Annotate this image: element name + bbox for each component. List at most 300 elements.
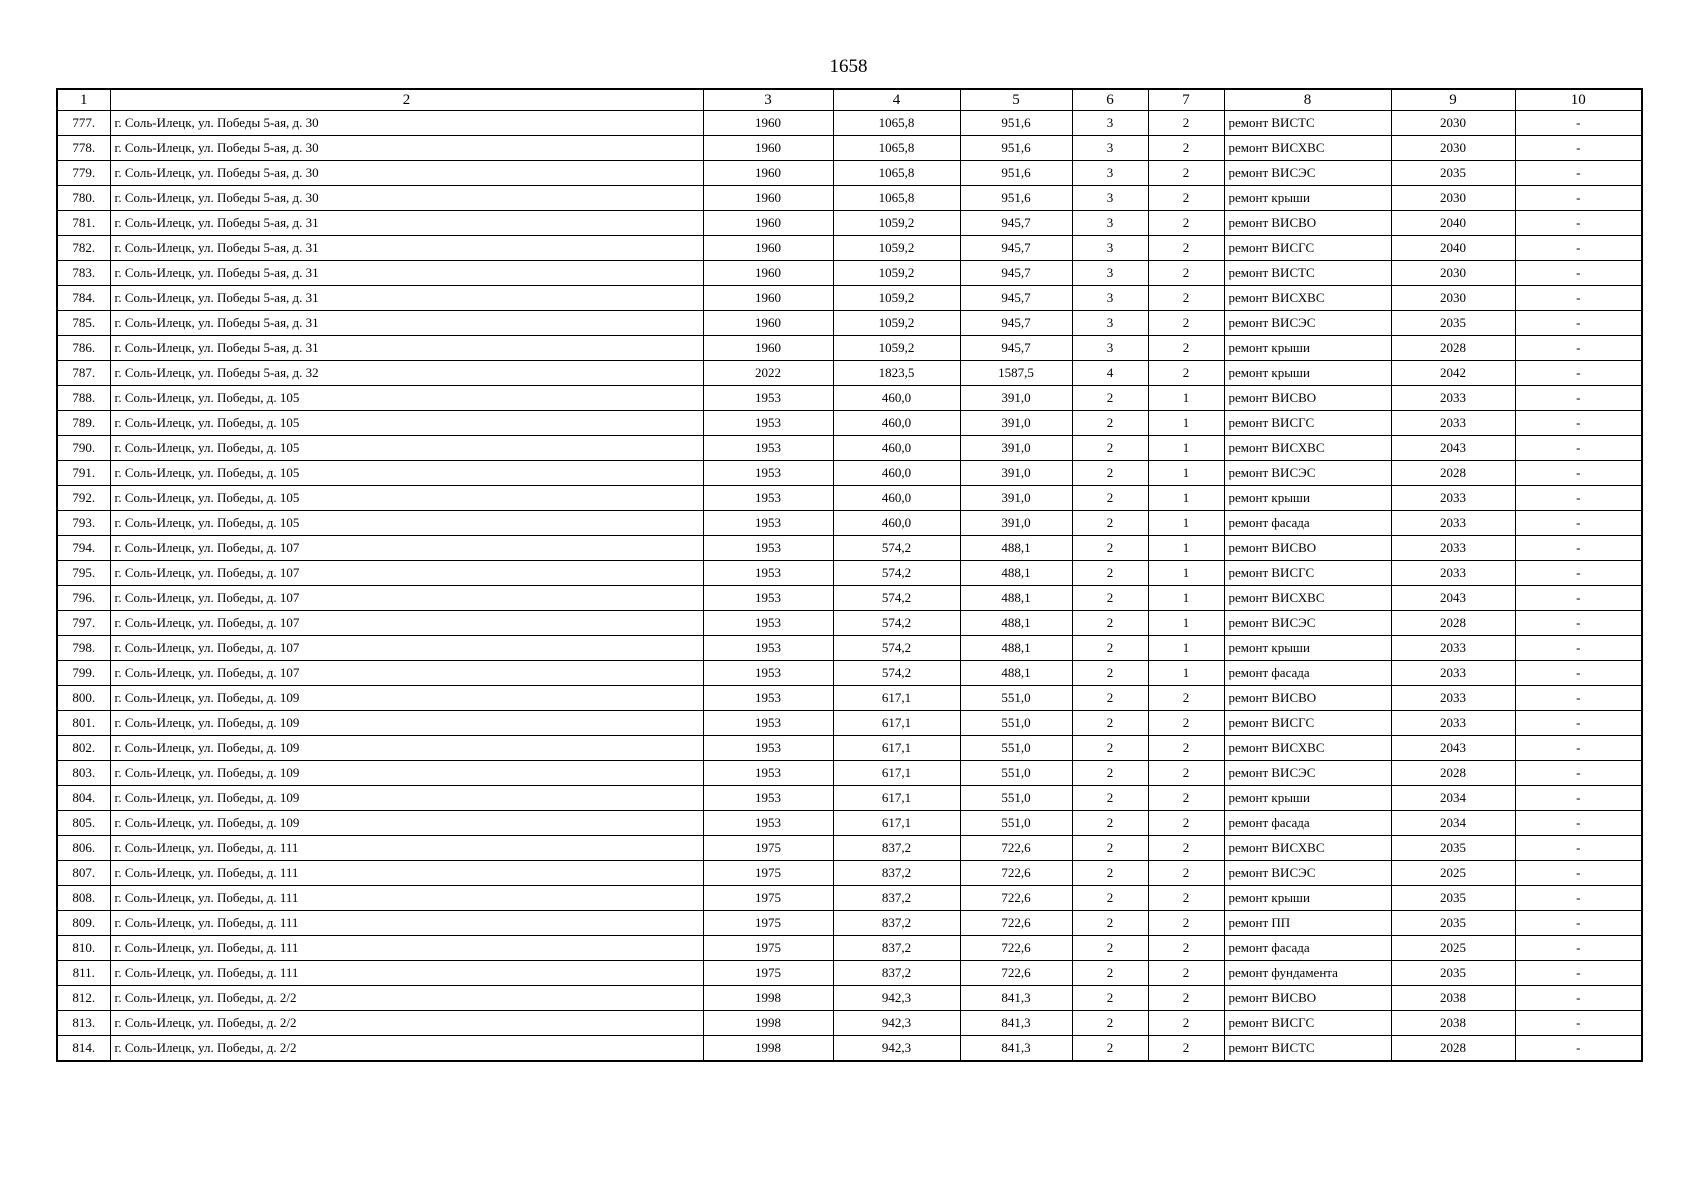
entrances-cell: 2 <box>1148 736 1224 761</box>
entrances-cell: 1 <box>1148 486 1224 511</box>
entrances-cell: 1 <box>1148 561 1224 586</box>
work-type-cell: ремонт ВИСЭС <box>1224 311 1391 336</box>
floors-cell: 2 <box>1072 811 1148 836</box>
table-row <box>57 1036 1642 1062</box>
note-cell: - <box>1515 461 1642 486</box>
table-row <box>57 886 1642 911</box>
total-area-cell: 837,2 <box>833 861 960 886</box>
work-type-cell: ремонт ВИСГС <box>1224 711 1391 736</box>
planned-year-cell: 2034 <box>1391 786 1515 811</box>
row-number-cell: 807. <box>57 861 110 886</box>
total-area-cell: 617,1 <box>833 736 960 761</box>
row-number-cell: 810. <box>57 936 110 961</box>
address-cell: г. Соль-Илецк, ул. Победы 5-ая, д. 30 <box>110 186 703 211</box>
year-cell: 1953 <box>703 461 833 486</box>
address-cell: г. Соль-Илецк, ул. Победы, д. 2/2 <box>110 1036 703 1062</box>
address-cell: г. Соль-Илецк, ул. Победы, д. 107 <box>110 636 703 661</box>
note-cell: - <box>1515 736 1642 761</box>
row-number-cell: 813. <box>57 1011 110 1036</box>
table-row <box>57 161 1642 186</box>
entrances-cell: 2 <box>1148 686 1224 711</box>
note-cell: - <box>1515 836 1642 861</box>
floors-cell: 2 <box>1072 486 1148 511</box>
entrances-cell: 2 <box>1148 911 1224 936</box>
planned-year-cell: 2033 <box>1391 686 1515 711</box>
year-cell: 1953 <box>703 536 833 561</box>
floors-cell: 2 <box>1072 561 1148 586</box>
year-cell: 1960 <box>703 286 833 311</box>
living-area-cell: 488,1 <box>960 611 1072 636</box>
table-row <box>57 761 1642 786</box>
living-area-cell: 551,0 <box>960 711 1072 736</box>
living-area-cell: 951,6 <box>960 111 1072 136</box>
work-type-cell: ремонт фасада <box>1224 661 1391 686</box>
total-area-cell: 837,2 <box>833 961 960 986</box>
floors-cell: 3 <box>1072 336 1148 361</box>
floors-cell: 3 <box>1072 286 1148 311</box>
entrances-cell: 2 <box>1148 236 1224 261</box>
floors-cell: 3 <box>1072 161 1148 186</box>
table-row <box>57 361 1642 386</box>
work-type-cell: ремонт ВИСВО <box>1224 686 1391 711</box>
floors-cell: 2 <box>1072 861 1148 886</box>
year-cell: 1953 <box>703 811 833 836</box>
address-cell: г. Соль-Илецк, ул. Победы 5-ая, д. 31 <box>110 286 703 311</box>
floors-cell: 2 <box>1072 786 1148 811</box>
work-type-cell: ремонт ВИСГС <box>1224 1011 1391 1036</box>
floors-cell: 3 <box>1072 111 1148 136</box>
address-cell: г. Соль-Илецк, ул. Победы, д. 105 <box>110 486 703 511</box>
living-area-cell: 488,1 <box>960 661 1072 686</box>
year-cell: 1960 <box>703 236 833 261</box>
planned-year-cell: 2040 <box>1391 211 1515 236</box>
year-cell: 1975 <box>703 911 833 936</box>
planned-year-cell: 2030 <box>1391 186 1515 211</box>
address-cell: г. Соль-Илецк, ул. Победы, д. 2/2 <box>110 1011 703 1036</box>
total-area-cell: 837,2 <box>833 886 960 911</box>
entrances-cell: 1 <box>1148 386 1224 411</box>
row-number-cell: 808. <box>57 886 110 911</box>
work-type-cell: ремонт ВИСГС <box>1224 236 1391 261</box>
total-area-cell: 460,0 <box>833 511 960 536</box>
total-area-cell: 1065,8 <box>833 161 960 186</box>
address-cell: г. Соль-Илецк, ул. Победы, д. 111 <box>110 961 703 986</box>
planned-year-cell: 2030 <box>1391 286 1515 311</box>
year-cell: 1953 <box>703 411 833 436</box>
table-row <box>57 736 1642 761</box>
living-area-cell: 391,0 <box>960 386 1072 411</box>
column-header-10: 10 <box>1515 89 1642 111</box>
entrances-cell: 2 <box>1148 111 1224 136</box>
year-cell: 1953 <box>703 761 833 786</box>
work-type-cell: ремонт ПП <box>1224 911 1391 936</box>
living-area-cell: 488,1 <box>960 586 1072 611</box>
floors-cell: 3 <box>1072 236 1148 261</box>
entrances-cell: 1 <box>1148 436 1224 461</box>
floors-cell: 2 <box>1072 961 1148 986</box>
note-cell: - <box>1515 136 1642 161</box>
entrances-cell: 1 <box>1148 536 1224 561</box>
living-area-cell: 391,0 <box>960 436 1072 461</box>
total-area-cell: 574,2 <box>833 561 960 586</box>
register-table <box>56 88 1643 1062</box>
floors-cell: 3 <box>1072 261 1148 286</box>
note-cell: - <box>1515 186 1642 211</box>
address-cell: г. Соль-Илецк, ул. Победы, д. 107 <box>110 536 703 561</box>
planned-year-cell: 2043 <box>1391 736 1515 761</box>
table-row <box>57 1011 1642 1036</box>
table-row <box>57 111 1642 136</box>
planned-year-cell: 2035 <box>1391 911 1515 936</box>
year-cell: 1960 <box>703 336 833 361</box>
total-area-cell: 1823,5 <box>833 361 960 386</box>
note-cell: - <box>1515 261 1642 286</box>
table-row <box>57 236 1642 261</box>
planned-year-cell: 2034 <box>1391 811 1515 836</box>
living-area-cell: 945,7 <box>960 261 1072 286</box>
table-row <box>57 261 1642 286</box>
entrances-cell: 1 <box>1148 411 1224 436</box>
entrances-cell: 2 <box>1148 861 1224 886</box>
address-cell: г. Соль-Илецк, ул. Победы, д. 111 <box>110 936 703 961</box>
entrances-cell: 2 <box>1148 986 1224 1011</box>
table-row <box>57 561 1642 586</box>
planned-year-cell: 2033 <box>1391 511 1515 536</box>
work-type-cell: ремонт ВИСВО <box>1224 386 1391 411</box>
living-area-cell: 945,7 <box>960 236 1072 261</box>
note-cell: - <box>1515 511 1642 536</box>
entrances-cell: 2 <box>1148 886 1224 911</box>
table-body <box>57 111 1642 1062</box>
year-cell: 1998 <box>703 1036 833 1062</box>
floors-cell: 2 <box>1072 511 1148 536</box>
note-cell: - <box>1515 761 1642 786</box>
year-cell: 1953 <box>703 711 833 736</box>
address-cell: г. Соль-Илецк, ул. Победы, д. 111 <box>110 861 703 886</box>
floors-cell: 2 <box>1072 661 1148 686</box>
living-area-cell: 945,7 <box>960 286 1072 311</box>
entrances-cell: 2 <box>1148 211 1224 236</box>
living-area-cell: 551,0 <box>960 786 1072 811</box>
address-cell: г. Соль-Илецк, ул. Победы, д. 105 <box>110 386 703 411</box>
address-cell: г. Соль-Илецк, ул. Победы, д. 105 <box>110 436 703 461</box>
living-area-cell: 841,3 <box>960 1036 1072 1062</box>
address-cell: г. Соль-Илецк, ул. Победы, д. 105 <box>110 411 703 436</box>
planned-year-cell: 2030 <box>1391 111 1515 136</box>
planned-year-cell: 2030 <box>1391 136 1515 161</box>
year-cell: 1953 <box>703 786 833 811</box>
entrances-cell: 1 <box>1148 461 1224 486</box>
entrances-cell: 1 <box>1148 636 1224 661</box>
work-type-cell: ремонт крыши <box>1224 886 1391 911</box>
entrances-cell: 1 <box>1148 586 1224 611</box>
total-area-cell: 837,2 <box>833 836 960 861</box>
row-number-cell: 784. <box>57 286 110 311</box>
note-cell: - <box>1515 311 1642 336</box>
total-area-cell: 460,0 <box>833 386 960 411</box>
year-cell: 1960 <box>703 161 833 186</box>
floors-cell: 2 <box>1072 686 1148 711</box>
planned-year-cell: 2035 <box>1391 311 1515 336</box>
row-number-cell: 787. <box>57 361 110 386</box>
column-header-5: 5 <box>960 89 1072 111</box>
living-area-cell: 391,0 <box>960 511 1072 536</box>
address-cell: г. Соль-Илецк, ул. Победы 5-ая, д. 31 <box>110 311 703 336</box>
planned-year-cell: 2038 <box>1391 1011 1515 1036</box>
table-row <box>57 836 1642 861</box>
work-type-cell: ремонт фундамента <box>1224 961 1391 986</box>
living-area-cell: 1587,5 <box>960 361 1072 386</box>
total-area-cell: 460,0 <box>833 411 960 436</box>
work-type-cell: ремонт ВИСЭС <box>1224 861 1391 886</box>
year-cell: 2022 <box>703 361 833 386</box>
table-row <box>57 586 1642 611</box>
entrances-cell: 2 <box>1148 161 1224 186</box>
table-row <box>57 511 1642 536</box>
entrances-cell: 1 <box>1148 511 1224 536</box>
address-cell: г. Соль-Илецк, ул. Победы, д. 109 <box>110 736 703 761</box>
entrances-cell: 2 <box>1148 1036 1224 1062</box>
planned-year-cell: 2033 <box>1391 486 1515 511</box>
living-area-cell: 951,6 <box>960 161 1072 186</box>
floors-cell: 2 <box>1072 836 1148 861</box>
entrances-cell: 2 <box>1148 361 1224 386</box>
table-row <box>57 861 1642 886</box>
floors-cell: 2 <box>1072 636 1148 661</box>
address-cell: г. Соль-Илецк, ул. Победы, д. 109 <box>110 686 703 711</box>
floors-cell: 2 <box>1072 436 1148 461</box>
entrances-cell: 2 <box>1148 936 1224 961</box>
living-area-cell: 945,7 <box>960 336 1072 361</box>
row-number-cell: 777. <box>57 111 110 136</box>
work-type-cell: ремонт ВИСЭС <box>1224 161 1391 186</box>
address-cell: г. Соль-Илецк, ул. Победы, д. 105 <box>110 511 703 536</box>
row-number-cell: 783. <box>57 261 110 286</box>
note-cell: - <box>1515 536 1642 561</box>
year-cell: 1953 <box>703 611 833 636</box>
address-cell: г. Соль-Илецк, ул. Победы 5-ая, д. 31 <box>110 336 703 361</box>
entrances-cell: 2 <box>1148 761 1224 786</box>
floors-cell: 3 <box>1072 186 1148 211</box>
floors-cell: 2 <box>1072 1011 1148 1036</box>
living-area-cell: 841,3 <box>960 1011 1072 1036</box>
year-cell: 1975 <box>703 861 833 886</box>
total-area-cell: 1065,8 <box>833 111 960 136</box>
year-cell: 1960 <box>703 136 833 161</box>
total-area-cell: 1065,8 <box>833 136 960 161</box>
year-cell: 1960 <box>703 261 833 286</box>
row-number-cell: 796. <box>57 586 110 611</box>
total-area-cell: 574,2 <box>833 536 960 561</box>
row-number-cell: 805. <box>57 811 110 836</box>
year-cell: 1953 <box>703 436 833 461</box>
address-cell: г. Соль-Илецк, ул. Победы 5-ая, д. 31 <box>110 211 703 236</box>
planned-year-cell: 2028 <box>1391 336 1515 361</box>
work-type-cell: ремонт ВИСЭС <box>1224 461 1391 486</box>
total-area-cell: 1059,2 <box>833 286 960 311</box>
entrances-cell: 2 <box>1148 836 1224 861</box>
work-type-cell: ремонт ВИСВО <box>1224 986 1391 1011</box>
floors-cell: 3 <box>1072 311 1148 336</box>
table-row <box>57 911 1642 936</box>
planned-year-cell: 2035 <box>1391 836 1515 861</box>
note-cell: - <box>1515 861 1642 886</box>
address-cell: г. Соль-Илецк, ул. Победы, д. 111 <box>110 836 703 861</box>
row-number-cell: 794. <box>57 536 110 561</box>
table-row <box>57 711 1642 736</box>
floors-cell: 2 <box>1072 536 1148 561</box>
table-row <box>57 386 1642 411</box>
row-number-cell: 789. <box>57 411 110 436</box>
planned-year-cell: 2035 <box>1391 961 1515 986</box>
address-cell: г. Соль-Илецк, ул. Победы, д. 2/2 <box>110 986 703 1011</box>
total-area-cell: 1059,2 <box>833 261 960 286</box>
table-row <box>57 961 1642 986</box>
row-number-cell: 792. <box>57 486 110 511</box>
year-cell: 1998 <box>703 986 833 1011</box>
row-number-cell: 786. <box>57 336 110 361</box>
note-cell: - <box>1515 386 1642 411</box>
total-area-cell: 837,2 <box>833 911 960 936</box>
address-cell: г. Соль-Илецк, ул. Победы 5-ая, д. 30 <box>110 111 703 136</box>
address-cell: г. Соль-Илецк, ул. Победы 5-ая, д. 30 <box>110 136 703 161</box>
address-cell: г. Соль-Илецк, ул. Победы, д. 109 <box>110 811 703 836</box>
table-row <box>57 611 1642 636</box>
entrances-cell: 2 <box>1148 811 1224 836</box>
table-row <box>57 986 1642 1011</box>
note-cell: - <box>1515 286 1642 311</box>
address-cell: г. Соль-Илецк, ул. Победы 5-ая, д. 30 <box>110 161 703 186</box>
work-type-cell: ремонт ВИСТС <box>1224 111 1391 136</box>
row-number-cell: 814. <box>57 1036 110 1062</box>
note-cell: - <box>1515 911 1642 936</box>
planned-year-cell: 2028 <box>1391 761 1515 786</box>
work-type-cell: ремонт крыши <box>1224 336 1391 361</box>
total-area-cell: 574,2 <box>833 661 960 686</box>
page-number: 1658 <box>829 56 868 77</box>
living-area-cell: 551,0 <box>960 761 1072 786</box>
work-type-cell: ремонт ВИСЭС <box>1224 611 1391 636</box>
floors-cell: 2 <box>1072 386 1148 411</box>
planned-year-cell: 2033 <box>1391 536 1515 561</box>
row-number-cell: 806. <box>57 836 110 861</box>
column-header-1: 1 <box>57 89 110 111</box>
total-area-cell: 837,2 <box>833 936 960 961</box>
floors-cell: 2 <box>1072 986 1148 1011</box>
living-area-cell: 722,6 <box>960 886 1072 911</box>
note-cell: - <box>1515 111 1642 136</box>
table-row <box>57 211 1642 236</box>
planned-year-cell: 2033 <box>1391 636 1515 661</box>
note-cell: - <box>1515 886 1642 911</box>
note-cell: - <box>1515 411 1642 436</box>
table-row <box>57 136 1642 161</box>
column-header-3: 3 <box>703 89 833 111</box>
entrances-cell: 2 <box>1148 336 1224 361</box>
note-cell: - <box>1515 611 1642 636</box>
work-type-cell: ремонт ВИСГС <box>1224 411 1391 436</box>
column-header-9: 9 <box>1391 89 1515 111</box>
row-number-cell: 812. <box>57 986 110 1011</box>
planned-year-cell: 2028 <box>1391 611 1515 636</box>
year-cell: 1975 <box>703 936 833 961</box>
year-cell: 1975 <box>703 886 833 911</box>
total-area-cell: 460,0 <box>833 461 960 486</box>
row-number-cell: 788. <box>57 386 110 411</box>
year-cell: 1953 <box>703 486 833 511</box>
year-cell: 1953 <box>703 511 833 536</box>
work-type-cell: ремонт крыши <box>1224 636 1391 661</box>
row-number-cell: 781. <box>57 211 110 236</box>
row-number-cell: 782. <box>57 236 110 261</box>
note-cell: - <box>1515 236 1642 261</box>
planned-year-cell: 2025 <box>1391 861 1515 886</box>
work-type-cell: ремонт ВИСВО <box>1224 536 1391 561</box>
note-cell: - <box>1515 161 1642 186</box>
row-number-cell: 799. <box>57 661 110 686</box>
note-cell: - <box>1515 686 1642 711</box>
planned-year-cell: 2040 <box>1391 236 1515 261</box>
planned-year-cell: 2033 <box>1391 561 1515 586</box>
total-area-cell: 1059,2 <box>833 211 960 236</box>
table-row <box>57 936 1642 961</box>
year-cell: 1953 <box>703 386 833 411</box>
row-number-cell: 791. <box>57 461 110 486</box>
column-header-6: 6 <box>1072 89 1148 111</box>
entrances-cell: 1 <box>1148 661 1224 686</box>
address-cell: г. Соль-Илецк, ул. Победы 5-ая, д. 32 <box>110 361 703 386</box>
planned-year-cell: 2035 <box>1391 886 1515 911</box>
note-cell: - <box>1515 636 1642 661</box>
column-header-4: 4 <box>833 89 960 111</box>
row-number-cell: 809. <box>57 911 110 936</box>
planned-year-cell: 2042 <box>1391 361 1515 386</box>
total-area-cell: 460,0 <box>833 436 960 461</box>
work-type-cell: ремонт ВИСЭС <box>1224 761 1391 786</box>
planned-year-cell: 2043 <box>1391 586 1515 611</box>
total-area-cell: 574,2 <box>833 636 960 661</box>
total-area-cell: 617,1 <box>833 686 960 711</box>
work-type-cell: ремонт фасада <box>1224 811 1391 836</box>
row-number-cell: 793. <box>57 511 110 536</box>
planned-year-cell: 2028 <box>1391 1036 1515 1062</box>
note-cell: - <box>1515 1036 1642 1062</box>
floors-cell: 3 <box>1072 211 1148 236</box>
living-area-cell: 722,6 <box>960 861 1072 886</box>
row-number-cell: 785. <box>57 311 110 336</box>
table-row <box>57 536 1642 561</box>
living-area-cell: 551,0 <box>960 736 1072 761</box>
table-row <box>57 186 1642 211</box>
note-cell: - <box>1515 811 1642 836</box>
work-type-cell: ремонт ВИСТС <box>1224 261 1391 286</box>
note-cell: - <box>1515 361 1642 386</box>
living-area-cell: 951,6 <box>960 136 1072 161</box>
floors-cell: 2 <box>1072 911 1148 936</box>
year-cell: 1975 <box>703 836 833 861</box>
planned-year-cell: 2043 <box>1391 436 1515 461</box>
planned-year-cell: 2038 <box>1391 986 1515 1011</box>
row-number-cell: 797. <box>57 611 110 636</box>
living-area-cell: 722,6 <box>960 961 1072 986</box>
entrances-cell: 2 <box>1148 186 1224 211</box>
note-cell: - <box>1515 561 1642 586</box>
row-number-cell: 802. <box>57 736 110 761</box>
total-area-cell: 1059,2 <box>833 336 960 361</box>
table-row <box>57 811 1642 836</box>
year-cell: 1953 <box>703 636 833 661</box>
total-area-cell: 1059,2 <box>833 311 960 336</box>
